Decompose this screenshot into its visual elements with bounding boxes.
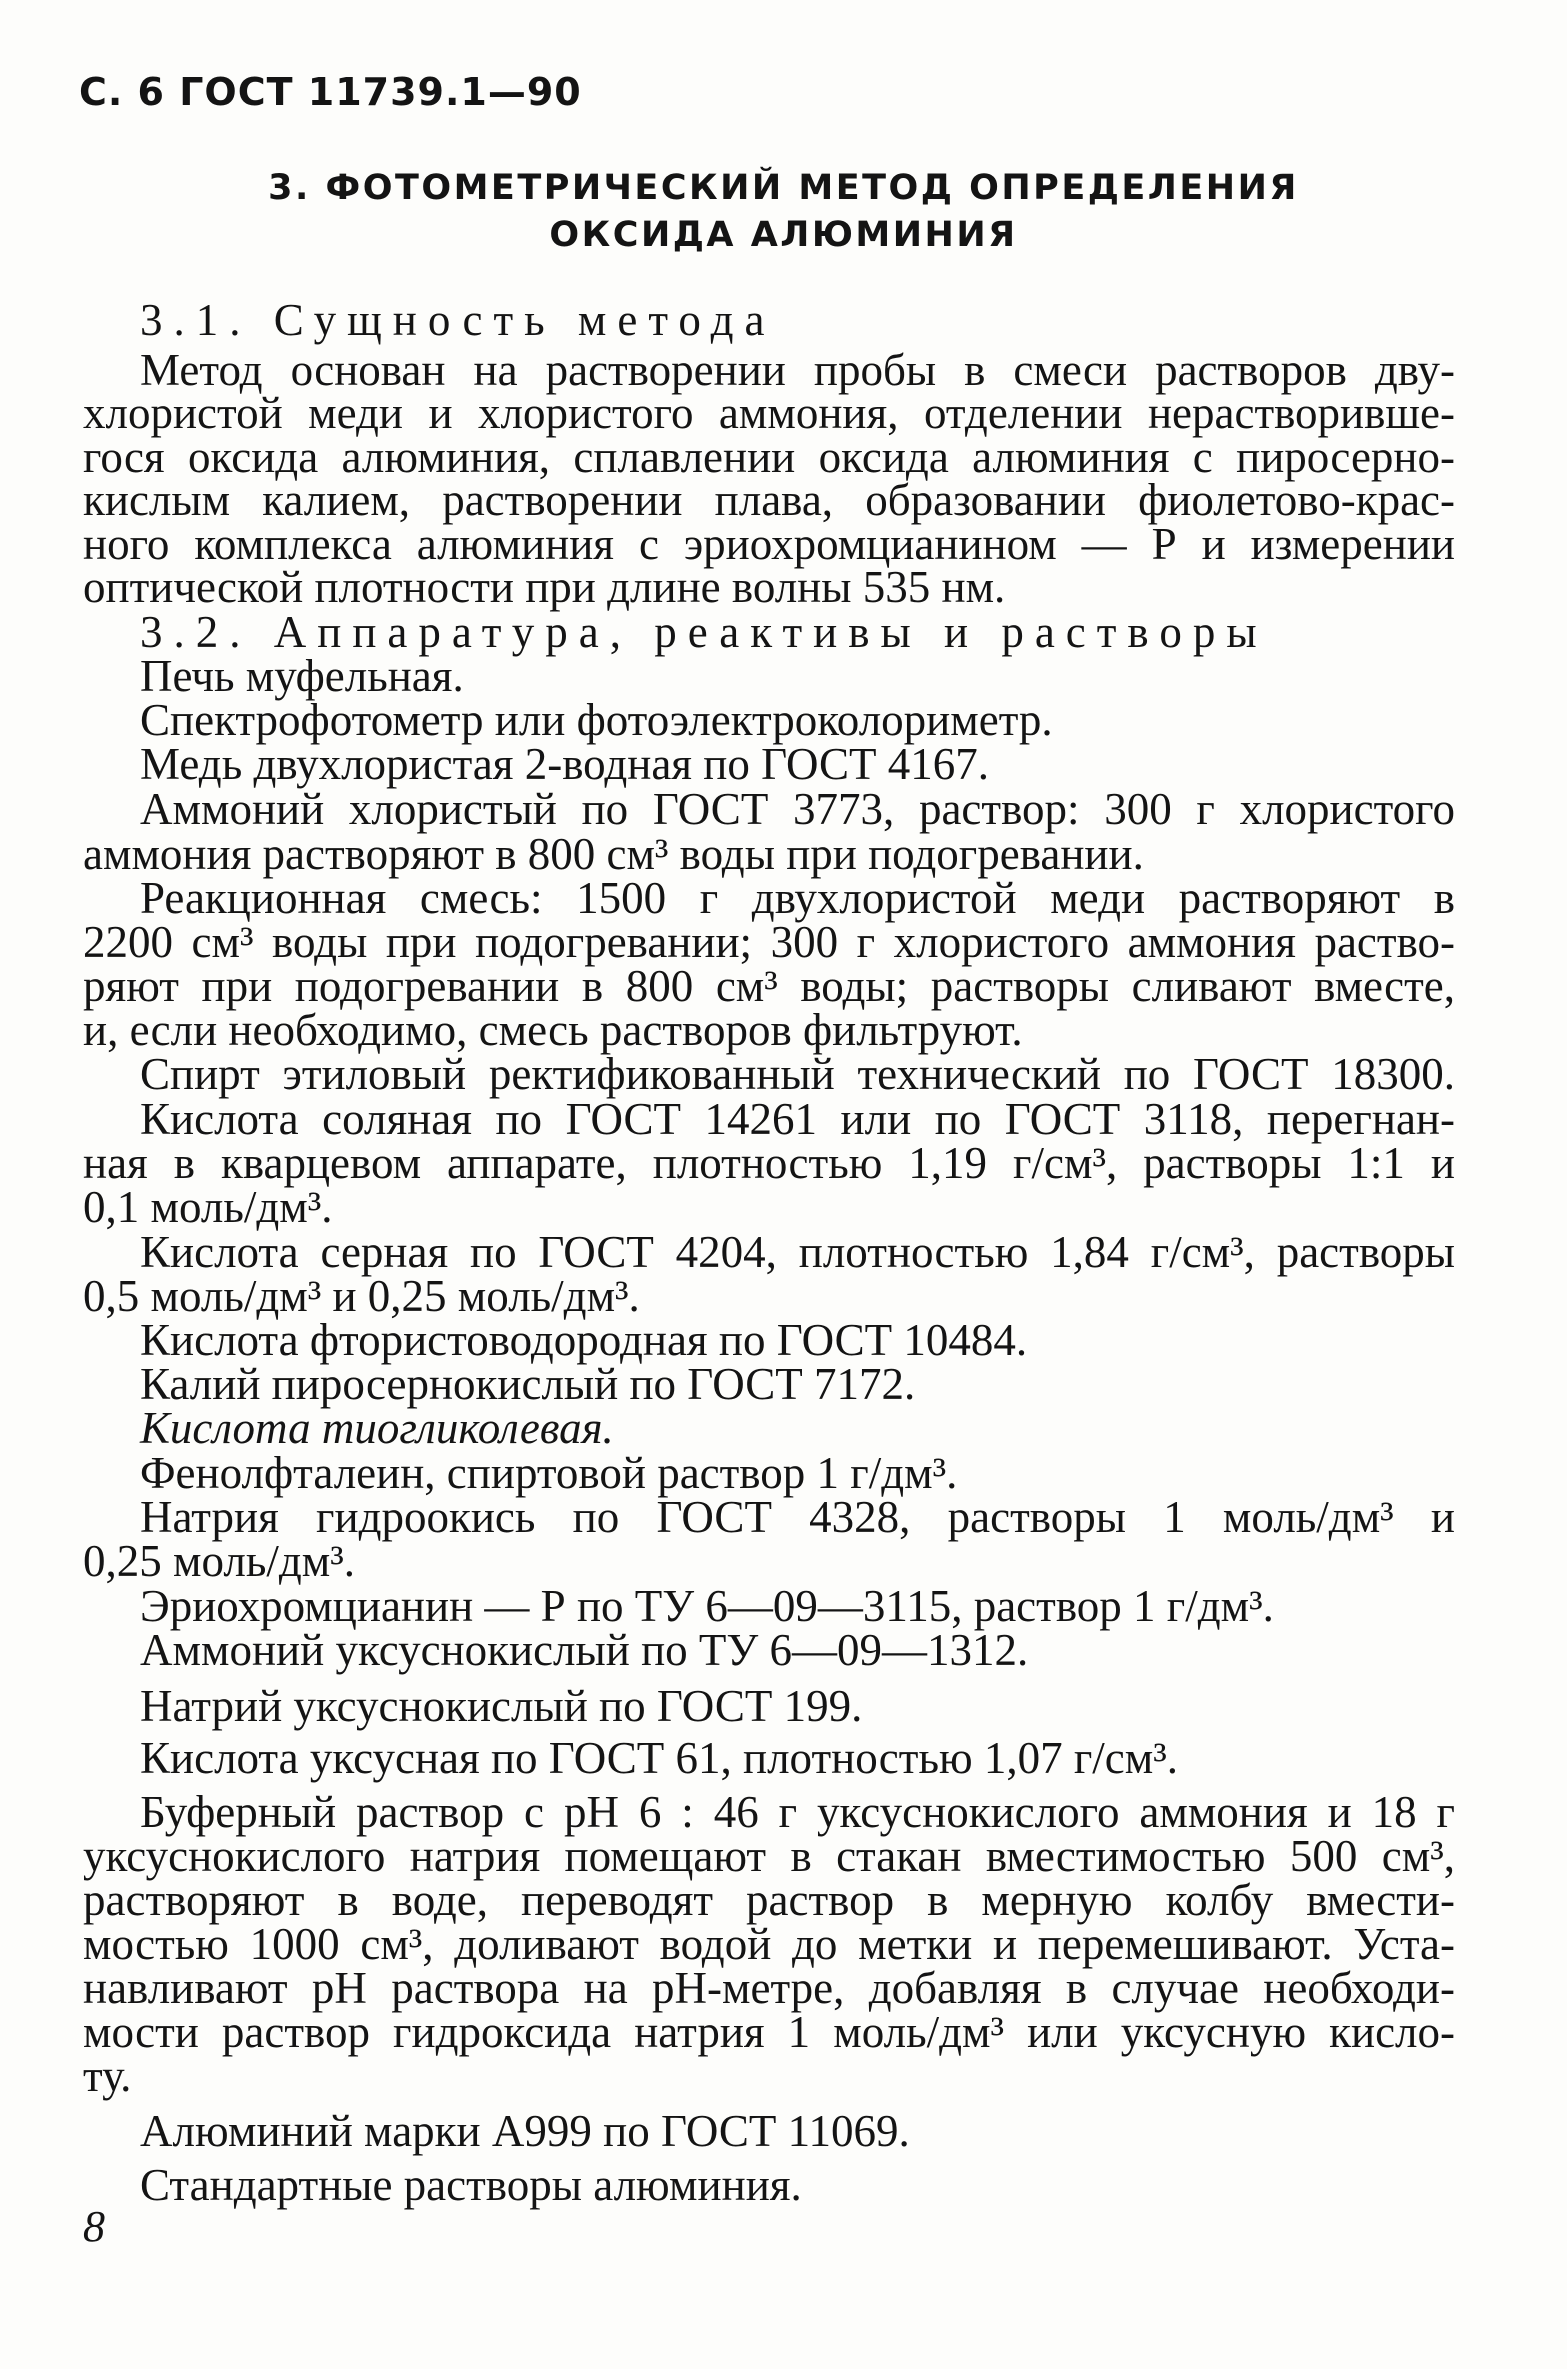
text-line: Кислота фтористоводородная по ГОСТ 10484.	[140, 1315, 1028, 1365]
text-line: Буферный раствор с рН 6 : 46 г уксуснокислого аммония и 18 г	[140, 1787, 1455, 1837]
text-line: ту.	[83, 2051, 132, 2101]
text-line: растворяют в воде, переводят раствор в мерную колбу вмести-	[83, 1875, 1455, 1925]
text-line: Натрий уксуснокислый по ГОСТ 199.	[140, 1681, 863, 1731]
text-line: Фенолфталеин, спиртовой раствор 1 г/дм³.	[140, 1448, 958, 1498]
text-line: мости раствор гидроксида натрия 1 моль/дм³ или уксусную кисло-	[83, 2007, 1455, 2057]
page-header: С. 6 ГОСТ 11739.1—90	[79, 70, 582, 114]
text-line: ного комплекса алюминия с эриохромцианином — Р и измерении	[83, 519, 1455, 569]
text-line: 0,25 моль/дм³.	[83, 1536, 355, 1586]
text-line: Алюминий марки А999 по ГОСТ 11069.	[140, 2106, 910, 2156]
text-line: 0,1 моль/дм³.	[83, 1182, 333, 1232]
text-line: Натрия гидроокись по ГОСТ 4328, растворы 1 моль/дм³ и	[140, 1492, 1455, 1542]
text-line: хлористой меди и хлористого аммония, отделении нерастворивше-	[83, 388, 1455, 438]
page-number: 8	[83, 2202, 105, 2251]
text-line: 2200 см³ воды при подогревании; 300 г хлористого аммония раство-	[83, 917, 1455, 967]
text-line: кислым калием, растворении плава, образовании фиолетово-крас-	[83, 475, 1455, 525]
text-line: уксуснокислого натрия помещают в стакан вместимостью 500 см³,	[83, 1831, 1455, 1881]
text-line: ряют при подогревании в 800 см³ воды; растворы сливают вместе,	[83, 961, 1455, 1011]
text-line: Калий пиросернокислый по ГОСТ 7172.	[140, 1359, 916, 1409]
text-line: Кислота уксусная по ГОСТ 61, плотностью 1,07 г/см³.	[140, 1733, 1178, 1783]
text-line: ная в кварцевом аппарате, плотностью 1,19 г/см³, растворы 1:1 и	[83, 1138, 1455, 1188]
text-line: Аммоний хлористый по ГОСТ 3773, раствор: 300 г хлористого	[140, 784, 1455, 834]
section-title-line-2: ОКСИДА АЛЮМИНИЯ	[549, 215, 1018, 255]
section-title-line-1: 3. ФОТОМЕТРИЧЕСКИЙ МЕТОД ОПРЕДЕЛЕНИЯ	[268, 168, 1299, 208]
text-line: Эриохромцианин — Р по ТУ 6—09—3115, раствор 1 г/дм³.	[140, 1581, 1274, 1631]
text-line: Кислота соляная по ГОСТ 14261 или по ГОСТ 3118, перегнан-	[140, 1094, 1455, 1144]
text-line: Аммоний уксуснокислый по ТУ 6—09—1312.	[140, 1625, 1029, 1675]
text-line: оптической плотности при длине волны 535 нм.	[83, 562, 1006, 612]
subsection-heading: 3.1. Сущность метода	[140, 295, 776, 345]
text-line: аммония растворяют в 800 см³ воды при подогревании.	[83, 829, 1144, 879]
text-line: Медь двухлористая 2-водная по ГОСТ 4167.	[140, 739, 990, 789]
subsection-heading: 3.2. Аппаратура, реактивы и растворы	[140, 607, 1268, 657]
text-line: Спирт этиловый ректификованный технический по ГОСТ 18300.	[140, 1049, 1455, 1099]
text-line: гося оксида алюминия, сплавлении оксида алюминия с пиросерно-	[83, 432, 1455, 482]
text-line: Печь муфельная.	[140, 651, 464, 701]
text-line: Кислота тиогликолевая.	[140, 1403, 614, 1453]
text-line: мостью 1000 см³, доливают водой до метки и перемешивают. Уста-	[83, 1919, 1455, 1969]
text-line: и, если необходимо, смесь растворов фильтруют.	[83, 1005, 1023, 1055]
text-line: навливают рН раствора на рН-метре, добавляя в случае необходи-	[83, 1963, 1455, 2013]
text-line: Спектрофотометр или фотоэлектроколориметр.	[140, 695, 1053, 745]
text-line: Реакционная смесь: 1500 г двухлористой меди растворяют в	[140, 873, 1455, 923]
text-line: 0,5 моль/дм³ и 0,25 моль/дм³.	[83, 1271, 640, 1321]
text-line: Кислота серная по ГОСТ 4204, плотностью 1,84 г/см³, растворы	[140, 1227, 1455, 1277]
text-line: Метод основан на растворении пробы в смеси растворов дву-	[140, 345, 1455, 395]
text-line: Стандартные растворы алюминия.	[140, 2160, 802, 2210]
